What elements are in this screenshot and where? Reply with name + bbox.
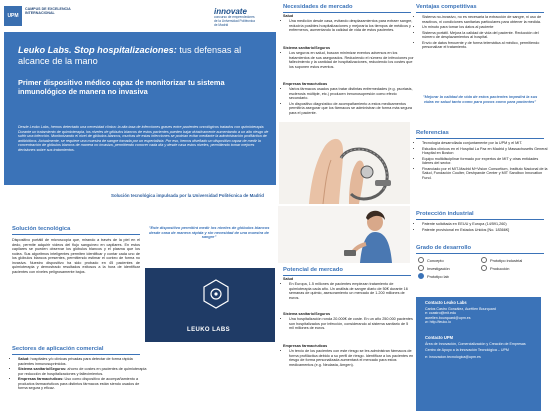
list-item: • Una hospitalización ronda 20.000€ de coste. En un año 250.000 pacientes son hospitalizados por infección, considerando al sistema sanitario de 5 mil millones de euros. xyxy=(289,317,414,331)
radio-label-prototipo-industrial: Prototipo industrial xyxy=(490,258,523,263)
potencial-salud-title: Salud xyxy=(283,277,294,281)
proteccion-title: Protección industrial xyxy=(416,211,474,217)
contact-email[interactable]: e: innovacion.tecnologica@upm.es xyxy=(425,354,481,359)
hero-title-brand: Leuko Labs. Stop hospitalizaciones: xyxy=(18,45,177,55)
patient-photo xyxy=(278,206,410,263)
potencial-title: Potencial de mercado xyxy=(283,267,343,273)
grado-rule xyxy=(416,253,544,254)
radio-prototipo-industrial[interactable] xyxy=(481,257,487,263)
list-item: • En Europa, 1.5 millones de pacientes empiezan tratamiento de quimioterapia cada año. Un análisis de sangre diario de 50€ durante 16 semanas de quimio, asesoramiento un mercado de 1.200 millones de euros. xyxy=(289,282,414,300)
contact-line: Carlos Castro González, Aurélien Bourquard xyxy=(425,307,496,311)
contact-line: Área de Innovación, Comercialización y Creación de Empresas xyxy=(425,342,526,346)
list-item: • Patente solicitada en EEUU y Europa (14/591,260) xyxy=(422,222,548,227)
contact-upm-title: Contacto UPM xyxy=(425,335,453,340)
potencial-salud-list xyxy=(283,282,414,301)
upm-logo-text: CAMPUS DE EXCELENCIA INTERNACIONAL xyxy=(25,7,71,16)
sectores-rule xyxy=(12,354,140,355)
contact-email[interactable]: e: ccastro@mit.edu xyxy=(425,311,457,316)
list-item: • Equipo multidisciplinar formado por expertos de MIT y otras entidades líderes del sector. xyxy=(422,157,548,166)
referencias-rule xyxy=(416,138,544,139)
potencial-rule xyxy=(283,275,411,276)
necesidades-salud-title: Salud xyxy=(283,14,294,18)
ventajas-quote: "Mejorar la calidad de vida de estos pacientes impedirá la sus vidas en salud tanto como para pocos como para pacientes" xyxy=(422,94,538,104)
sectores-list xyxy=(12,357,148,392)
list-item: • Financiado por el MIT-Madrid M+Vision Consortium, Instituto Nacional de la Salud, Fundación Coulter, Deshpande Center y MIT Sandbox Innovation Fund. xyxy=(422,167,548,181)
list-item: • Empresas farmacéuticas: Uso como dispositivo de acompañamiento a productos farmacéuticos para distintos fármacos están siendo usados de forma segura y eficaz. xyxy=(18,377,148,391)
radio-label-investigacion: Investigación xyxy=(427,266,450,271)
hero-subtitle: Primer dispositivo médico capaz de monitorizar tu sistema inmunológico de manera no invasiva xyxy=(18,78,225,96)
necesidades-sistema-title: Sistema sanitario/Seguros xyxy=(283,46,331,50)
contact-upm-lines xyxy=(425,342,537,359)
list-item: • Sistema no-invasivo, no es necesaria la extracción de sangre, ni uso de reactivos, ni condiciones sanitarias particulares para obtener la medida. xyxy=(422,15,548,24)
hero-title-rest: tus defensas al alcance de la mano xyxy=(18,45,242,66)
radio-produccion[interactable] xyxy=(481,265,487,271)
hero-title xyxy=(18,45,266,67)
radio-concepto[interactable] xyxy=(418,257,424,263)
necesidades-farma-title: Empresas farmacéuticas xyxy=(283,82,328,86)
patient-illustration xyxy=(278,206,410,263)
contact-line: Centro de Apoyo a la Innovación Tecnológica – UPM xyxy=(425,348,509,353)
upm-logo xyxy=(4,4,74,28)
radio-label-concepto: Concepto xyxy=(427,258,444,263)
solucion-text: Dispositivo portátil de microscopía que, mirando a través de la piel en el dedo, permite adquirir vídeos del flujo sanguíneo en capilares. En estos capilares se pueden observar los glóbulos blancos y el plasma que los rodea. Sus algoritmos inteligentes permiten identificar y contar cada uno de los glóbulos blancos presentes, permitiendo estimar el conteo de forma no invasiva. Nuestro dispositivo ha sido probado en 45 pacientes de quimioterapia y demostrado resultados exitosos a la hora de identificar pacientes con niveles peligrosamente bajos. xyxy=(12,238,140,274)
contact-website[interactable]: w: http://leuko.io xyxy=(425,319,451,324)
proteccion-list xyxy=(416,222,548,233)
upm-badge: UPM xyxy=(4,6,22,26)
grado-title: Grado de desarrollo xyxy=(416,245,472,251)
solucion-quote: "Este dispositivo permitirá medir los niveles de glóbulos blancos desde casa de manera rápida y sin necesidad de una muestra de sangre" xyxy=(148,225,270,240)
list-item: • Una medición desde casa, evitando desplazamientos para extraer sangre, reduciría posibles hospitalizaciones y mejoraría los tiempos de médicos y enfermeros, aumentando la calidad de vida de estos pacientes. xyxy=(289,19,414,33)
contact-leuko-title: Contacto Leuko Labs xyxy=(425,300,467,305)
finger-device-photo xyxy=(279,122,410,204)
necesidades-salud-list xyxy=(283,19,414,34)
contact-leuko-lines xyxy=(425,307,540,324)
leuko-labs-wordmark: LEUKO LABS xyxy=(187,327,230,333)
ventajas-list xyxy=(416,15,548,51)
potencial-farma-list xyxy=(283,349,414,368)
ventajas-rule xyxy=(416,12,544,13)
list-item: • Varios fármacos usados para tratar distintas enfermedades (e.g. psoriasis, esclerosis múltiple, etc.) producen inmunosupresión como efecto secundario. xyxy=(289,87,414,101)
finger-device-illustration xyxy=(279,122,410,204)
list-item: • Sistema sanitario/Seguros: ahorro de costes en pacientes de quimioterapia por reducción de hospitalizaciones y fallecimientos. xyxy=(18,367,148,376)
list-item: • Un minuto para tomar los datos al paciente xyxy=(422,25,548,30)
radio-prototipo-lab[interactable] xyxy=(418,273,424,279)
hero-text: Desde Leuko Labs, hemos detectado una necesidad clínica: la alta tasa de infecciones graves entre pacientes oncológicos tratados con quimioterapia. Durante un tratamiento de quimioterapia, los niveles de glóbulos blancos de estos pacientes pueden bajar drásticamente aumentando a un alto riesgo de sufrir una infección. Monitorizando el nivel de glóbulos blancos, muchas de estas infecciones se podrían evitar mediante la administración profiláctica de antibióticos. Actualmente, se requiere una muestra de sangre tomada por un especialista. Por eso, hemos diseñado un dispositivo capaz de medir la concentración de glóbulos blancos de manera no invasiva, permitiendo conocer cada día y desde casa estos niveles, permitiendo tomar mejores decisiones sobre sus tratamientos. xyxy=(18,125,269,152)
solucion-rule xyxy=(12,234,140,235)
necesidades-farma-list xyxy=(283,87,414,116)
referencias-list xyxy=(416,141,548,181)
support-line: Solución tecnológica impulsada por la Universidad Politécnica de Madrid xyxy=(111,193,264,198)
contact-email[interactable]: aurelien.bourquard@upm.es xyxy=(425,315,471,320)
innovate-logo: innovate xyxy=(214,7,247,16)
list-item: • Un tercio de los pacientes con este riesgo se les administran fármacos de forma profiláctica debido a su perfil de riesgo. Identificar a los pacientes en riesgo de forma personalizada aumentará el mercado para estos medicamentos (e.g. Neulasta, Amgen). xyxy=(289,349,414,367)
list-item: • Un dispositivo diagnóstico de acompañamiento a estos medicamentos permitiría asegurar que los fármacos se administran de forma más segura para el paciente. xyxy=(289,102,414,116)
ventajas-title: Ventajas competitivas xyxy=(416,4,477,10)
potencial-sistema-title: Sistema sanitario/Seguros xyxy=(283,312,331,316)
sectores-title: Sectores de aplicación comercial xyxy=(12,346,104,352)
solucion-title: Solución tecnológica xyxy=(12,226,71,232)
radio-label-prototipo-lab: Prototipo lab xyxy=(427,274,449,279)
necesidades-title: Necesidades de mercado xyxy=(283,4,353,10)
proteccion-rule xyxy=(416,219,544,220)
potencial-sistema-list xyxy=(283,317,414,332)
list-item: • Salud: hospitales y/o clínicas privadas para detectar de forma rápida pacientes inmunosuprimidos. xyxy=(18,357,148,366)
referencias-title: Referencias xyxy=(416,130,449,136)
leuko-cell-icon xyxy=(203,279,229,309)
list-item: • Estudios clínicos en el Hospital La Paz en Madrid y Massachusetts General Hospital en Boston xyxy=(422,147,548,156)
radio-label-produccion: Producción xyxy=(490,266,510,271)
list-item: • Patente provisional en Estados Unidos [No. 18366K] xyxy=(422,228,548,233)
necesidades-sistema-list xyxy=(283,51,414,70)
list-item: • Los seguros en salud, buscan minimizar eventos adversos en los tratamientos de sus asegurados. Reduciendo el número de infecciones por fallecimiento y la cantidad de hospitalizaciones, reduciendo los costes que los suponen estos eventos. xyxy=(289,51,414,69)
list-item: • Envío de datos frecuente y de forma telemática al médico, permitiendo personalizar el tratamiento. xyxy=(422,41,548,50)
potencial-farma-title: Empresas farmacéuticas xyxy=(283,344,328,348)
list-item: • Sistema portátil. Mejora la calidad de vida del paciente. Reducción del número de desplazamientos al hospital. xyxy=(422,31,548,40)
list-item: • Tecnología desarrollada conjuntamente por la UPM y el MIT. xyxy=(422,141,548,146)
radio-investigacion[interactable] xyxy=(418,265,424,271)
necesidades-rule xyxy=(283,12,411,13)
innovate-subtitle: concurso de emprendedores de la Universidad Politécnica de Madrid xyxy=(214,15,255,27)
